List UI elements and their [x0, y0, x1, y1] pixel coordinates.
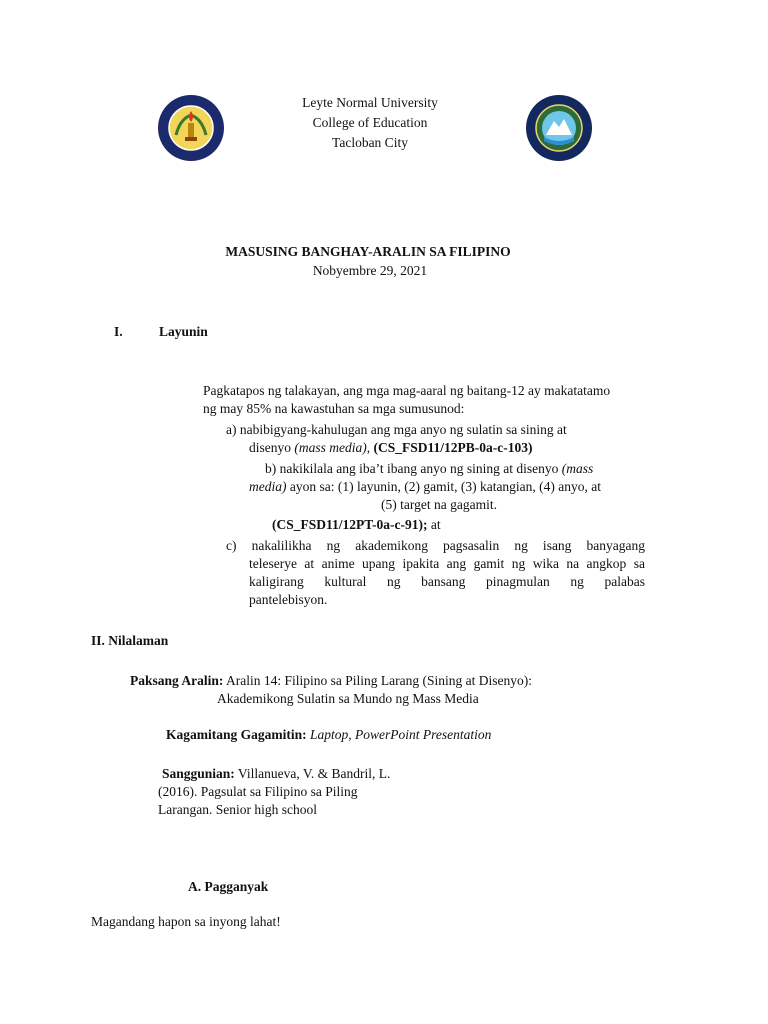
objective-c-line4: pantelebisyon.	[249, 592, 328, 607]
objective-c-line2: teleserye at anime upang ipakita ang gamit ng wika na angkop sa	[249, 556, 645, 571]
kagamitan-line	[166, 726, 491, 744]
objective-b-italic: (mass	[561, 461, 594, 476]
institution-header	[270, 94, 470, 152]
kagamitan-value: Laptop, PowerPoint Presentation	[306, 727, 492, 742]
objective-b-line3: (5) target na gagamit.	[381, 497, 497, 512]
objective-b-text-2: ayon sa: (1) layunin, (2) gamit, (3) katangian, (4) anyo, at	[286, 479, 602, 494]
objective-b-italic-2: media)	[249, 479, 287, 494]
objective-b-code: (CS_FSD11/12PT-0a-c-91);	[272, 517, 428, 532]
sanggunian-line2: (2016). Pagsulat sa Filipino sa Piling	[158, 784, 358, 799]
sanggunian-line1	[162, 765, 390, 783]
objective-a-line2	[249, 439, 533, 457]
section-heading-nilalaman: II. Nilalaman	[91, 633, 169, 648]
college-name: College of Education	[312, 115, 428, 130]
university-seal-graphic	[158, 95, 224, 161]
objective-b-text: b) nakikilala ang iba’t ibang anyo ng sining at disenyo	[265, 461, 562, 476]
paksang-aralin-value: Aralin 14: Filipino sa Piling Larang (Sining at Disenyo):	[223, 673, 533, 688]
city-name: Tacloban City	[332, 135, 408, 150]
section-heading-pagganyak: A. Pagganyak	[188, 879, 269, 894]
university-name: Leyte Normal University	[302, 95, 438, 110]
objective-a-italic: (mass media)	[294, 440, 367, 455]
paksang-aralin-line2: Akademikong Sulatin sa Mundo ng Mass Media	[217, 691, 479, 706]
greeting-text: Magandang hapon sa inyong lahat!	[91, 914, 281, 929]
section-heading-layunin: Layunin	[159, 324, 208, 339]
objective-a-line1: a) nabibigyang-kahulugan ang mga anyo ng sulatin sa sining at	[226, 422, 567, 437]
objective-c-line3: kaligirang kultural ng bansang pinagmulan ng palabas	[249, 574, 645, 589]
sanggunian-line3: Larangan. Senior high school	[158, 802, 317, 817]
objective-a-text: disenyo	[249, 440, 295, 455]
sanggunian-label: Sanggunian:	[162, 766, 235, 781]
objective-b-line1	[265, 460, 593, 478]
objective-b-line2	[249, 478, 601, 496]
kagamitan-label: Kagamitang Gagamitin:	[166, 727, 307, 742]
sanggunian-value: Villanueva, V. & Bandril, L.	[234, 766, 391, 781]
paksang-aralin-label: Paksang Aralin:	[130, 673, 224, 688]
section-numeral: I.	[114, 324, 123, 339]
objective-b-after: at	[427, 517, 441, 532]
college-seal-graphic	[526, 95, 592, 161]
objectives-intro-line2: ng may 85% na kawastuhan sa mga sumusunod:	[203, 401, 465, 416]
objective-a-code: (CS_FSD11/12PB-0a-c-103)	[373, 440, 533, 455]
university-seal-logo	[158, 95, 224, 161]
objective-c-line1: c) nakalilikha ng akademikong pagsasalin ng isang banyagang	[226, 538, 645, 553]
document-date: Nobyembre 29, 2021	[312, 263, 428, 278]
objectives-intro-line1: Pagkatapos ng talakayan, ang mga mag-aaral ng baitang-12 ay makatatamo	[203, 383, 611, 398]
objective-a-comma: ,	[366, 440, 374, 455]
objective-b-line4	[272, 516, 441, 534]
paksang-aralin-line1	[130, 672, 532, 690]
document-title: MASUSING BANGHAY-ARALIN SA FILIPINO	[225, 244, 511, 259]
college-seal-logo	[526, 95, 592, 161]
